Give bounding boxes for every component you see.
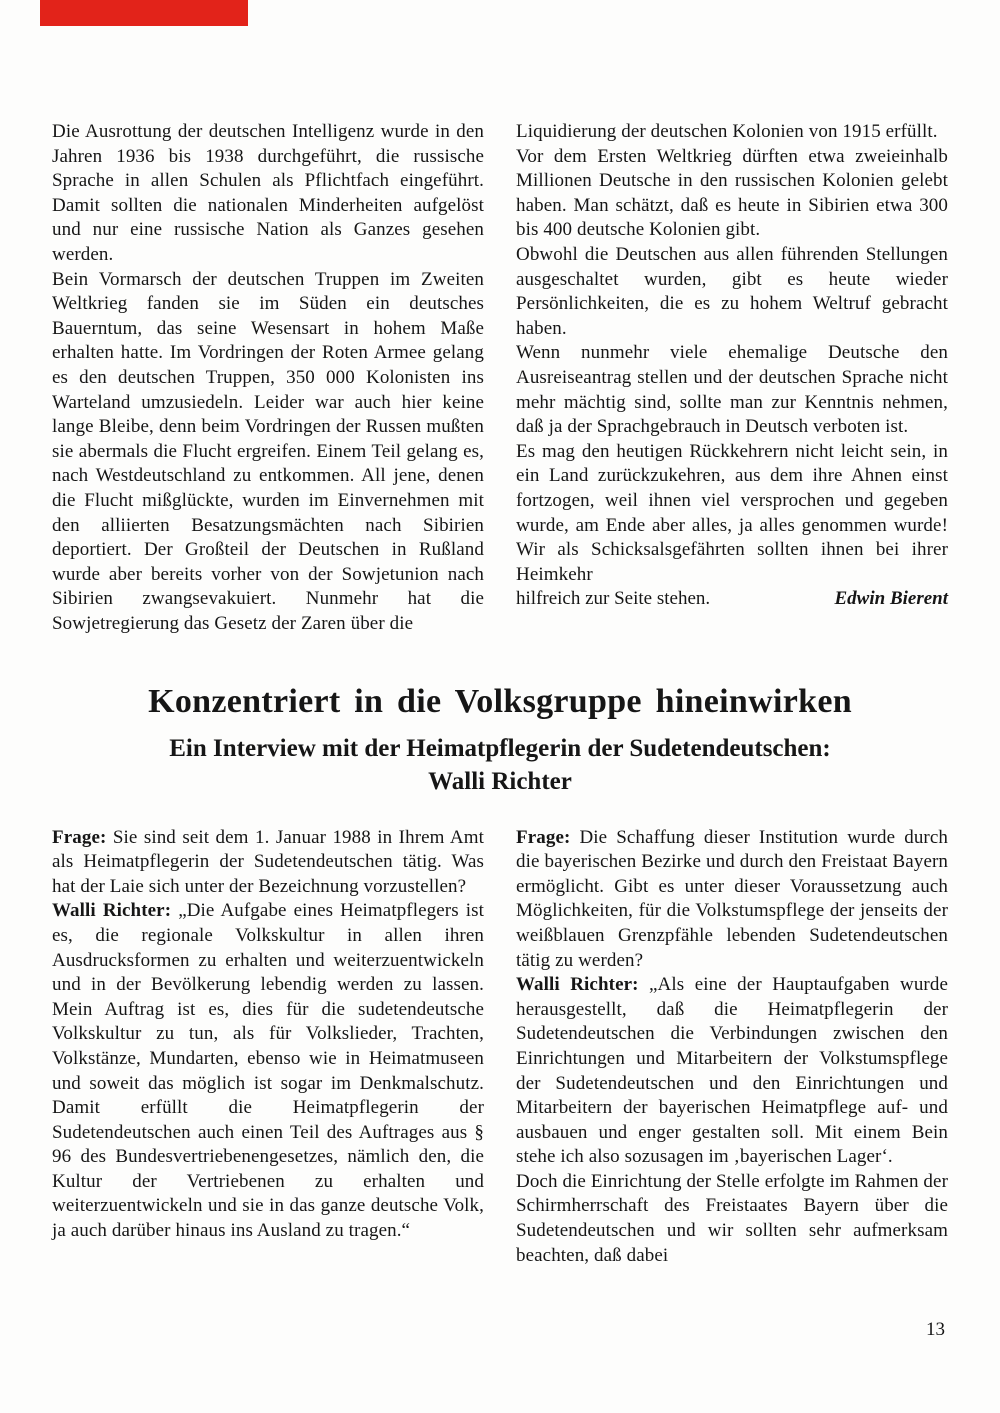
page-content	[52, 120, 948, 1268]
page-number: 13	[926, 1319, 945, 1340]
answer-text: „Als eine der Hauptaufgaben wurde herausgestellt, daß die Heimatpflegerin der Sudetendeutschen die Verbindungen zwischen den Einrichtungen und Mitarbeitern der Volkstumspflege der Sudetendeutschen und den Einrichtungen und Mitarbeitern der bayerischen Heimatpflege auf- und ausbauen und enger gestalten soll. Mit einem Bein stehe ich also sozusagen im ‚bayerischen Lager‘.	[516, 974, 948, 1168]
answer-label: Walli Richter:	[516, 974, 639, 996]
paragraph-text: Doch die Einrichtung der Stelle erfolgte im Rahmen der Schirmherrschaft des Freistaates Bayern über die Sudetendeutschen und wir sollten sehr aufmerksam beachten, daß dabei	[516, 1170, 948, 1266]
article-subtitle	[52, 732, 948, 798]
top-article	[52, 120, 948, 636]
question-text: Sie sind seit dem 1. Januar 1988 in Ihrem Amt als Heimatpflegerin der Sudetendeutschen tätig. Was hat der Laie sich unter der Bezeichnung vorzustellen?	[52, 826, 484, 897]
paragraph	[516, 1170, 948, 1268]
interview-left-column	[52, 826, 484, 1269]
interview-question	[52, 826, 484, 900]
top-article-left-column	[52, 120, 484, 636]
article-title: Konzentriert in die Volksgruppe hineinwirken	[148, 683, 852, 721]
answer-text: „Die Aufgabe eines Heimatpflegers ist es, die regionale Volkskultur in allen ihren Ausdrucksformen zu erhalten und weiterzuentwickeln und in der Bevölkerung lebendig werden zu lassen. Mein Auftrag ist es, dies für die sudetendeutsche Volkskultur zu tun, als für Volkslieder, Trachten, Volkstänze, Mundarten, ebenso wie in Heimatmuseen und soweit das möglich ist sogar im Denkmalschutz. Damit erfüllt die Heimatpflegerin der Sudetendeutschen auch einen Teil des Auftrages aus § 96 des Bundesvertriebenengesetzes, nämlich den, die Kultur der Vertriebenen zu erhalten und weiterzuentwickeln und sie in das ganze deutsche Volk, ja auch darüber hinaus ins Ausland zu tragen.“	[52, 900, 484, 1242]
paragraph: Die Ausrottung der deutschen Intelligenz wurde in den Jahren 1936 bis 1938 durchgeführt, die russische Sprache in allen Schulen als Pflichtfach eingeführt. Damit sollten die nationalen Minderheiten aufgelöst und nur eine russische Nation als Ganzes gesehen werden.	[52, 121, 484, 265]
top-article-right-column	[516, 120, 948, 636]
author-name: Edwin Bierent	[834, 588, 948, 610]
question-label: Frage:	[516, 826, 571, 848]
question-text: Die Schaffung dieser Institution wurde durch die bayerischen Bezirke und durch den Freistaat Bayern ermöglicht. Gibt es unter dieser Voraussetzung auch Möglichkeiten, für die Volkstumspflege der jenseits der weißblauen Grenzpfähle lebenden Sudetendeutschen tätig zu werden?	[516, 826, 948, 971]
paragraph: Vor dem Ersten Weltkrieg dürften etwa zweieinhalb Millionen Deutsche in den russischen Kolonien gelebt haben. Man schätzt, daß es heute in Sibirien etwa 300 bis 400 deutsche Kolonien gibt.	[516, 145, 948, 241]
interview-question	[516, 826, 948, 974]
interview-answer	[52, 899, 484, 1243]
answer-label: Walli Richter:	[52, 900, 172, 922]
interview-body	[52, 826, 948, 1269]
article-subtitle-line1: Ein Interview mit der Heimatpflegerin der Sudetendeutschen:	[169, 734, 831, 762]
header-red-bar	[40, 0, 248, 26]
paragraph: Wenn nunmehr viele ehemalige Deutsche den Ausreiseantrag stellen und der deutschen Sprache nicht mehr mächtig sind, sollte man zur Kenntnis nehmen, daß ja der Sprachgebrauch in Deutsch verboten ist.	[516, 342, 948, 438]
paragraph: Es mag den heutigen Rückkehrern nicht leicht sein, in ein Land zurückzukehren, aus dem ihre Ahnen einst fortzogen, weil ihnen viel versprochen und gegeben wurde, am Ende aber alles, ja alles genommen wurde! Wir als Schicksalsgefährten sollten ihnen bei ihrer Heimkehr	[516, 440, 948, 585]
interview-answer	[516, 973, 948, 1170]
paragraph: Bein Vormarsch der deutschen Truppen im Zweiten Weltkrieg fanden sie im Süden ein deutsches Bauerntum, das seine Wesensart in hohem Maße erhalten hatte. Im Vordringen der Roten Armee gelang es den deutschen Truppen, 350 000 Kolonisten ins Warteland umzusiedeln. Leider war auch hier keine lange Bleibe, denn beim Vordringen der Russen mußten sie abermals die Flucht ergreifen. Einem Teil gelang es, nach Westdeutschland zu entkommen. All jene, denen die Flucht mißglückte, wurden im Einvernehmen mit den alliierten Besatzungsmächten nach Sibirien deportiert. Der Großteil der Deutschen in Rußland wurde aber bereits vorher von der Sowjetunion nach Sibirien zwangsevakuiert. Nunmehr hat die Sowjetregierung das Gesetz der Zaren über die	[52, 268, 484, 634]
article-subtitle-line2: Walli Richter	[428, 767, 572, 795]
paragraph: Obwohl die Deutschen aus allen führenden Stellungen ausgeschaltet wurden, gibt es heute wieder Persönlichkeiten, die es zu hohem Weltruf gebracht haben.	[516, 243, 948, 339]
question-label: Frage:	[52, 826, 107, 848]
paragraph: Liquidierung der deutschen Kolonien von 1915 erfüllt.	[516, 121, 938, 142]
interview-right-column	[516, 826, 948, 1269]
closing-text: hilfreich zur Seite stehen.	[516, 588, 711, 610]
article-closing-line	[516, 587, 948, 612]
